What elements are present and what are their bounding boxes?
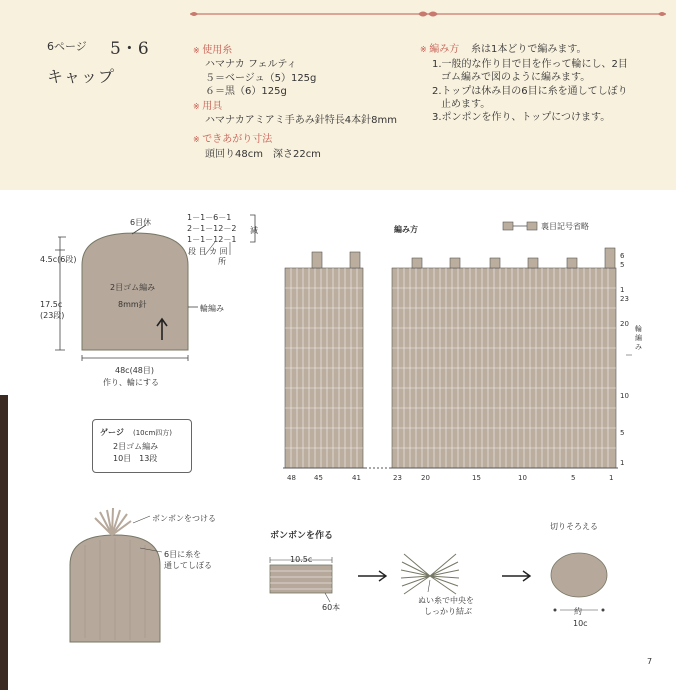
stitch-number: 41 xyxy=(352,474,361,482)
purl-legend-icon xyxy=(503,222,513,230)
decrease-row-1: 1－1－6－1 xyxy=(187,213,232,222)
page-reference: 6ページ xyxy=(47,40,87,53)
chart-legend: 裏目記号省略 xyxy=(541,222,589,231)
decrease-row-2: 2－1－12－2 xyxy=(187,224,237,233)
gauge-values: 10目 13段 xyxy=(113,454,158,463)
main-height-label: 17.5c xyxy=(40,300,63,309)
stitch-number: 5 xyxy=(571,474,576,482)
gauge-pattern: 2目ゴム編み xyxy=(113,442,159,451)
main-rows-label: (23段) xyxy=(40,311,65,320)
row-label: 23 xyxy=(620,295,629,303)
arrow-icon xyxy=(358,571,386,581)
method-step: 止めます。 xyxy=(441,99,491,110)
needle-label: 8mm針 xyxy=(118,300,147,309)
stitch-number: 1 xyxy=(609,474,614,482)
finished-size: 頭回り48cm 深さ22cm xyxy=(205,149,321,160)
method-step: ゴム編みで図のように編みます。 xyxy=(441,72,591,83)
method-step: 1.一般的な作り目で目を作って輪にし、2目 xyxy=(432,59,628,70)
needle-spec: ハマナカアミアミ手あみ針特長4本針8mm xyxy=(205,115,398,126)
approx-label: 約 xyxy=(574,607,582,616)
rest-stitches-label: 6目休 xyxy=(130,218,152,227)
yarn-name: ハマナカ フェルティ xyxy=(205,59,297,70)
cinch-label-2: 通してしぼる xyxy=(164,561,212,570)
finished-heading: ※ できあがり寸法 xyxy=(193,133,272,146)
pompom-tuft-icon xyxy=(95,508,131,535)
tie-label-1: ぬい糸で中央を xyxy=(418,596,474,605)
arrow-icon xyxy=(502,571,530,581)
stitch-number: 45 xyxy=(314,474,323,482)
row-label: 1 xyxy=(620,459,625,467)
tie-label-2: しっかり結ぶ xyxy=(424,607,472,616)
tied-bundle-icon xyxy=(401,554,459,594)
stitch-number: 10 xyxy=(518,474,527,482)
chart-grid-right xyxy=(390,248,618,468)
round-label: 輪編み xyxy=(200,304,224,313)
method-note: 糸は1本どりで編みます。 xyxy=(471,44,587,55)
method-step: 3.ポンポンを作り、トップにつけます。 xyxy=(432,112,611,123)
width-label: 48c(48目) xyxy=(115,366,154,375)
top-height-label: 4.5c(6段) xyxy=(40,255,77,264)
ornament-border xyxy=(190,10,666,18)
materials-heading: ※ 使用糸 xyxy=(193,44,232,57)
chart-grid-left xyxy=(283,252,365,468)
stitch-number: 20 xyxy=(421,474,430,482)
cast-on-label: 作り、輪にする xyxy=(103,378,159,387)
row-label: 10 xyxy=(620,392,629,400)
method-heading: ※ 編み方 xyxy=(420,43,459,56)
row-label: 6 xyxy=(620,252,625,260)
pompom-diameter: 10c xyxy=(573,619,588,628)
round-knit-label: 輪編み xyxy=(635,325,642,351)
gauge-box xyxy=(92,419,192,473)
card-width: 10.5c xyxy=(290,555,313,564)
decrease-label: 減 xyxy=(250,226,258,235)
method-step: 2.トップは休み目の6目に糸を通してしぼり xyxy=(432,86,628,97)
chart-title: 編み方 xyxy=(394,225,418,234)
decrease-legend-sub: 所 xyxy=(218,257,226,266)
row-label: 1 xyxy=(620,286,625,294)
yarn-color-6: ６＝黒（6）125g xyxy=(205,86,287,97)
row-label: 5 xyxy=(620,261,625,269)
decrease-row-3: 1－1－12－1 xyxy=(187,235,237,244)
row-label: 20 xyxy=(620,320,629,328)
gauge-unit: (10cm四方) xyxy=(133,429,173,437)
pompom-finished xyxy=(551,553,607,597)
row-label: 5 xyxy=(620,429,625,437)
cinch-label-1: 6目に糸を xyxy=(164,550,202,559)
stitch-number: 23 xyxy=(393,474,402,482)
wrap-count: 60本 xyxy=(322,603,341,612)
yarn-color-5: ５＝ベージュ（5）125g xyxy=(205,73,317,84)
item-number: 5・6 xyxy=(110,39,149,59)
pattern-label: 2目ゴム編み xyxy=(110,283,156,292)
pompom-title: ボンボンを作る xyxy=(270,531,334,541)
decrease-legend: 段 目 カ 回 xyxy=(188,247,228,256)
stitch-number: 48 xyxy=(287,474,296,482)
item-title: キャップ xyxy=(47,67,116,86)
tools-heading: ※ 用具 xyxy=(193,100,222,113)
gauge-title: ゲージ xyxy=(100,428,124,437)
stitch-number: 15 xyxy=(472,474,481,482)
page-number: 7 xyxy=(647,657,653,666)
pompom-attach-label: ボンボンをつける xyxy=(152,514,216,523)
trim-label: 切りそろえる xyxy=(550,522,598,531)
